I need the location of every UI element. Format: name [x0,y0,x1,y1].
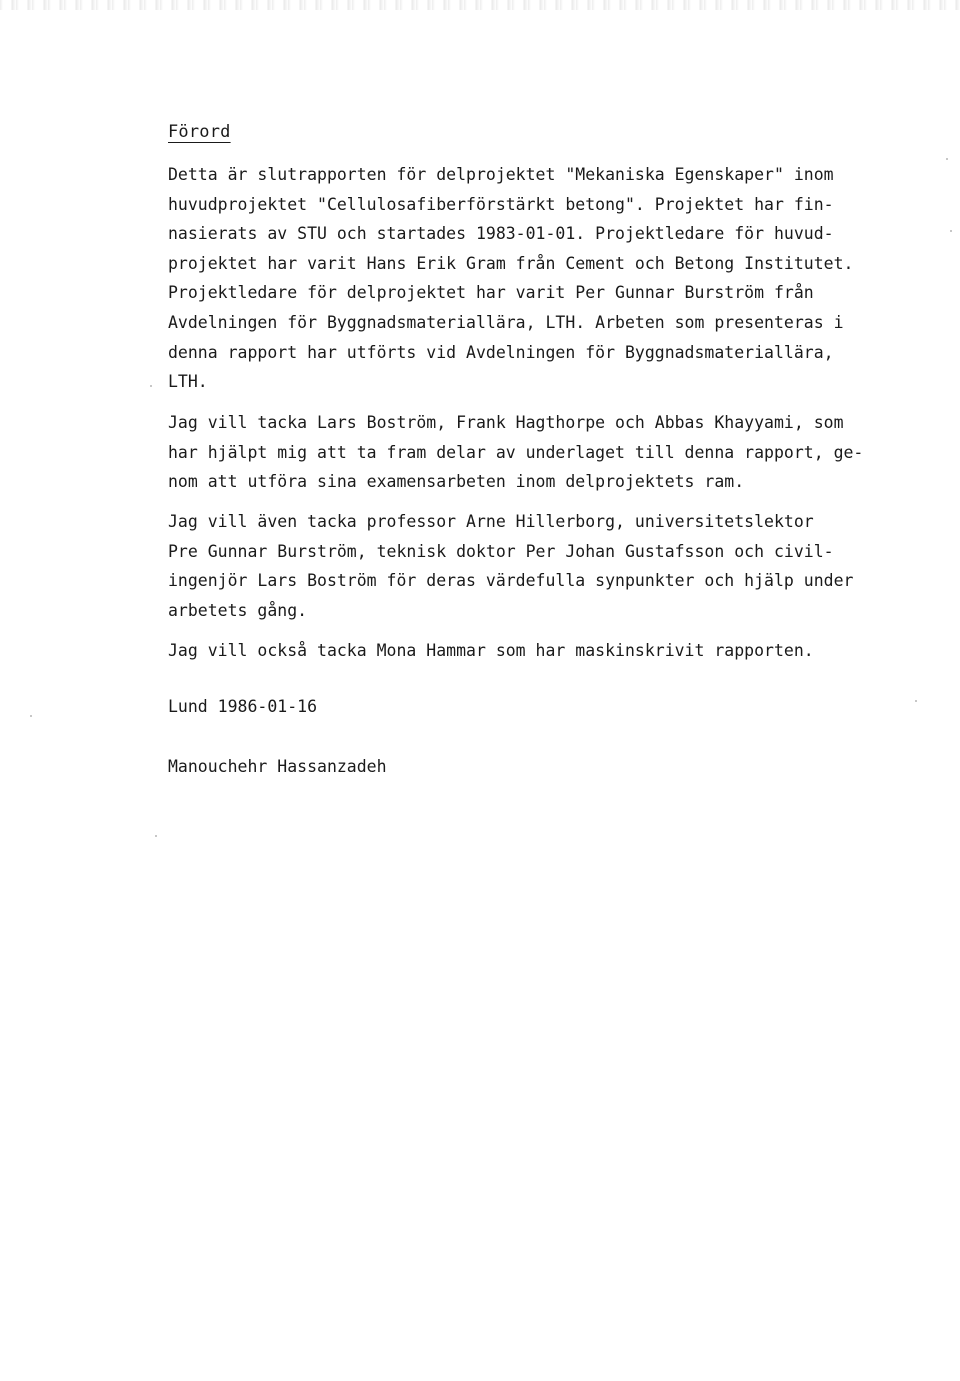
text-line: huvudprojektet "Cellulosafiberförstärkt betong". Projektet har fin- [168,194,834,214]
scan-edge-noise [0,0,960,10]
place-date: Lund 1986-01-16 [168,697,318,716]
text-line: Pre Gunnar Burström, teknisk doktor Per Johan Gustafsson och civil- [168,541,834,561]
paragraph-thanks-students [168,408,868,497]
text-line: nasierats av STU och startades 1983-01-01. Projektledare för huvud- [168,224,834,244]
text-line: denna rapport har utförts vid Avdelningen för Byggnadsmateriallära, [168,342,834,362]
author-name: Manouchehr Hassanzadeh [168,757,387,776]
text-line: projektet har varit Hans Erik Gram från Cement och Betong Institutet. [168,253,854,273]
text-line: har hjälpt mig att ta fram delar av underlaget till denna rapport, ge- [168,442,864,462]
text-line: Projektledare för delprojektet har varit Per Gunnar Burström från [168,283,814,303]
text-line: arbetets gång. [168,600,308,620]
scan-speck [155,835,157,837]
text-line: Jag vill tacka Lars Boström, Frank Hagthorpe och Abbas Khayyami, som [168,413,844,432]
scan-speck [150,385,152,387]
text-line: Jag vill också tacka Mona Hammar som har maskinskrivit rapporten. [168,641,814,660]
scan-speck [950,230,952,232]
scan-speck [946,158,948,160]
text-line: Avdelningen för Byggnadsmateriallära, LTH. Arbeten som presenteras i [168,312,844,332]
text-line: LTH. [168,372,208,392]
text-line: ingenjör Lars Boström för deras värdefulla synpunkter och hjälp under [168,571,854,591]
page-heading: Förord [168,122,231,142]
text-line: nom att utföra sina examensarbeten inom delprojektets ram. [168,472,745,492]
paragraph-thanks-typist [168,636,868,666]
scan-speck [30,715,32,717]
scan-speck [915,700,917,702]
paragraph-intro [168,160,868,397]
text-line: Detta är slutrapporten för delprojektet "Mekaniska Egenskaper" inom [168,165,834,184]
paragraph-thanks-staff [168,507,868,625]
text-line: Jag vill även tacka professor Arne Hillerborg, universitetslektor [168,512,814,531]
